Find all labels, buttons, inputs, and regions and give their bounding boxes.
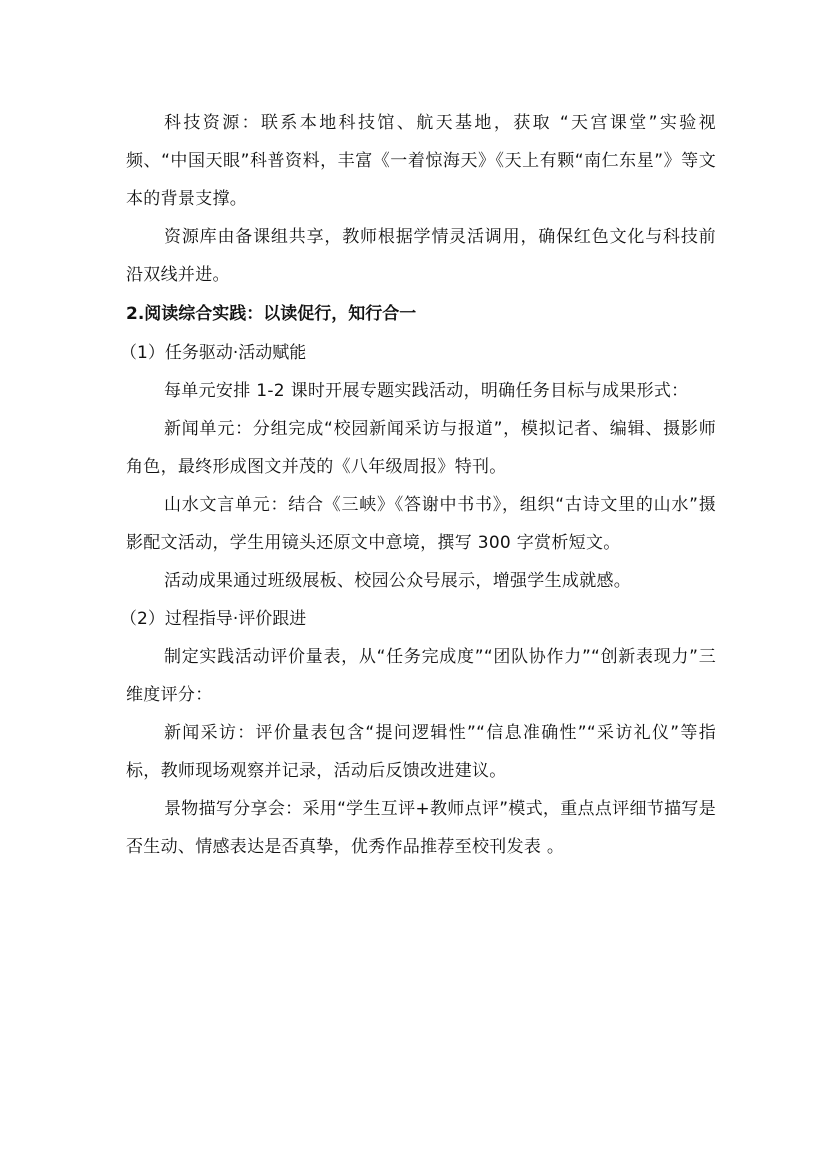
document-page [120, 104, 716, 866]
subheading-task-driven: （1）任务驱动·活动赋能 [120, 343, 307, 363]
paragraph-news-unit: 新闻单元：分组完成“校园新闻采访与报道”，模拟记者、编辑、摄影师角色，最终形成图文并茂的《八年级周报》特刊。 [126, 419, 716, 477]
paragraph-landscape-unit: 山水文言单元：结合《三峡》《答谢中书书》，组织“古诗文里的山水”摄影配文活动，学生用镜头还原文中意境，撰写 300 字赏析短文。 [126, 495, 716, 553]
subheading-process-guidance: （2）过程指导·评价跟进 [120, 609, 307, 629]
paragraph-scenery-sharing: 景物描写分享会：采用“学生互评+教师点评”模式，重点点评细节描写是否生动、情感表达是否真挚，优秀作品推荐至校刊发表 。 [126, 799, 716, 857]
paragraph-activity-results: 活动成果通过班级展板、校园公众号展示，增强学生成就感。 [164, 571, 632, 591]
section-heading-reading-practice: 2.阅读综合实践：以读促行，知行合一 [126, 304, 417, 324]
paragraph-resource-library: 资源库由备课组共享，教师根据学情灵活调用，确保红色文化与科技前沿双线并进。 [126, 227, 716, 285]
paragraph-news-interview: 新闻采访：评价量表包含“提问逻辑性”“信息准确性”“采访礼仪”等指标，教师现场观察并记录，活动后反馈改进建议。 [126, 723, 716, 781]
paragraph-unit-activities: 每单元安排 1-2 课时开展专题实践活动，明确任务目标与成果形式： [164, 381, 689, 401]
paragraph-evaluation-scale: 制定实践活动评价量表，从“任务完成度”“团队协作力”“创新表现力”三维度评分： [126, 647, 716, 705]
paragraph-tech-resources: 科技资源：联系本地科技馆、航天基地，获取 “天宫课堂”实验视频、“中国天眼”科普资料，丰富《一着惊海天》《天上有颗“南仁东星”》等文本的背景支撑。 [126, 113, 716, 209]
